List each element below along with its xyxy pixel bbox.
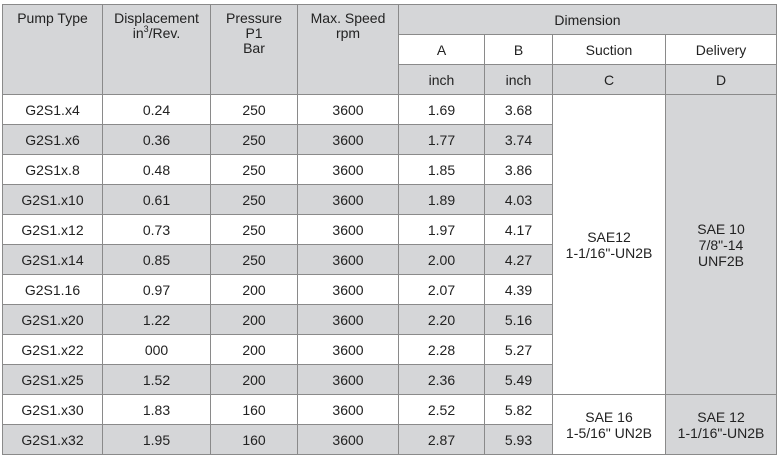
cell-max-speed: 3600 [298, 95, 399, 125]
pump-spec-table [2, 4, 777, 455]
cell-pump-type: G2S1x.8 [3, 155, 103, 185]
cell-dim-a: 1.85 [399, 155, 485, 185]
cell-pressure: 250 [211, 215, 298, 245]
cell-dim-b: 3.74 [485, 125, 553, 155]
header-suction: Suction [553, 35, 666, 65]
cell-displacement: 0.73 [103, 215, 211, 245]
cell-max-speed: 3600 [298, 245, 399, 275]
cell-dim-a: 1.89 [399, 185, 485, 215]
cell-dim-b: 4.03 [485, 185, 553, 215]
cell-displacement: 1.83 [103, 395, 211, 425]
cell-displacement: 0.85 [103, 245, 211, 275]
cell-max-speed: 3600 [298, 365, 399, 395]
cell-dim-a: 1.77 [399, 125, 485, 155]
cell-pressure: 250 [211, 185, 298, 215]
cell-pump-type: G2S1.x22 [3, 335, 103, 365]
cell-dim-a: 2.52 [399, 395, 485, 425]
table-row [3, 395, 777, 425]
header-pressure: Pressure P1 Bar [211, 5, 298, 95]
header-delivery: Delivery [666, 35, 777, 65]
header-max-speed: Max. Speed rpm [298, 5, 399, 95]
cell-dim-a: 2.87 [399, 425, 485, 455]
header-pump-type: Pump Type [3, 5, 103, 95]
table-row [3, 95, 777, 125]
cell-pressure: 250 [211, 125, 298, 155]
header-dimension: Dimension [399, 5, 777, 35]
cell-dim-b: 4.27 [485, 245, 553, 275]
cell-suction-group-1: SAE12 1-1/16"-UN2B [553, 95, 666, 395]
cell-max-speed: 3600 [298, 125, 399, 155]
cell-dim-b: 3.86 [485, 155, 553, 185]
cell-dim-b: 5.93 [485, 425, 553, 455]
cell-max-speed: 3600 [298, 275, 399, 305]
cell-pump-type: G2S1.x14 [3, 245, 103, 275]
cell-max-speed: 3600 [298, 185, 399, 215]
cell-max-speed: 3600 [298, 155, 399, 185]
cell-displacement: 0.61 [103, 185, 211, 215]
cell-pump-type: G2S1.x25 [3, 365, 103, 395]
cell-pressure: 200 [211, 275, 298, 305]
header-dim-b: B [485, 35, 553, 65]
cell-dim-a: 1.97 [399, 215, 485, 245]
cell-dim-b: 5.82 [485, 395, 553, 425]
cell-dim-b: 5.16 [485, 305, 553, 335]
cell-max-speed: 3600 [298, 305, 399, 335]
cell-pressure: 200 [211, 365, 298, 395]
cell-max-speed: 3600 [298, 425, 399, 455]
cell-dim-b: 4.39 [485, 275, 553, 305]
cell-dim-a: 2.36 [399, 365, 485, 395]
cell-max-speed: 3600 [298, 395, 399, 425]
header-dim-d: D [666, 65, 777, 95]
cell-pump-type: G2S1.x30 [3, 395, 103, 425]
cell-pump-type: G2S1.x32 [3, 425, 103, 455]
cell-dim-a: 2.20 [399, 305, 485, 335]
header-dim-a: A [399, 35, 485, 65]
cell-displacement: 0.24 [103, 95, 211, 125]
cell-pressure: 250 [211, 155, 298, 185]
cell-max-speed: 3600 [298, 215, 399, 245]
cell-pump-type: G2S1.x10 [3, 185, 103, 215]
cell-dim-b: 3.68 [485, 95, 553, 125]
cell-max-speed: 3600 [298, 335, 399, 365]
cell-displacement: 0.48 [103, 155, 211, 185]
cell-dim-b: 4.17 [485, 215, 553, 245]
cell-displacement: 000 [103, 335, 211, 365]
cell-pressure: 200 [211, 305, 298, 335]
cell-displacement: 1.52 [103, 365, 211, 395]
cell-delivery-group-2: SAE 12 1-1/16"-UN2B [666, 395, 777, 455]
header-displacement: Displacement $in^3$/Rev. [103, 5, 211, 95]
cell-dim-b: 5.27 [485, 335, 553, 365]
cell-dim-a: 2.07 [399, 275, 485, 305]
cell-pressure: 250 [211, 245, 298, 275]
header-dim-a-unit: inch [399, 65, 485, 95]
displacement-unit: $in^3$/Rev. [132, 24, 181, 41]
cell-dim-a: 1.69 [399, 95, 485, 125]
cell-dim-a: 2.00 [399, 245, 485, 275]
cell-pump-type: G2S1.x6 [3, 125, 103, 155]
cell-dim-b: 5.49 [485, 365, 553, 395]
cell-displacement: 1.95 [103, 425, 211, 455]
cell-dim-a: 2.28 [399, 335, 485, 365]
cell-displacement: 0.97 [103, 275, 211, 305]
cell-suction-group-2: SAE 16 1-5/16" UN2B [553, 395, 666, 455]
cell-pump-type: G2S1.16 [3, 275, 103, 305]
cell-pressure: 200 [211, 335, 298, 365]
cell-pressure: 160 [211, 395, 298, 425]
cell-pressure: 160 [211, 425, 298, 455]
header-dim-c: C [553, 65, 666, 95]
cell-pressure: 250 [211, 95, 298, 125]
cell-displacement: 1.22 [103, 305, 211, 335]
header-dim-b-unit: inch [485, 65, 553, 95]
cell-displacement: 0.36 [103, 125, 211, 155]
cell-delivery-group-1: SAE 10 7/8"-14 UNF2B [666, 95, 777, 395]
cell-pump-type: G2S1.x4 [3, 95, 103, 125]
cell-pump-type: G2S1.x12 [3, 215, 103, 245]
cell-pump-type: G2S1.x20 [3, 305, 103, 335]
